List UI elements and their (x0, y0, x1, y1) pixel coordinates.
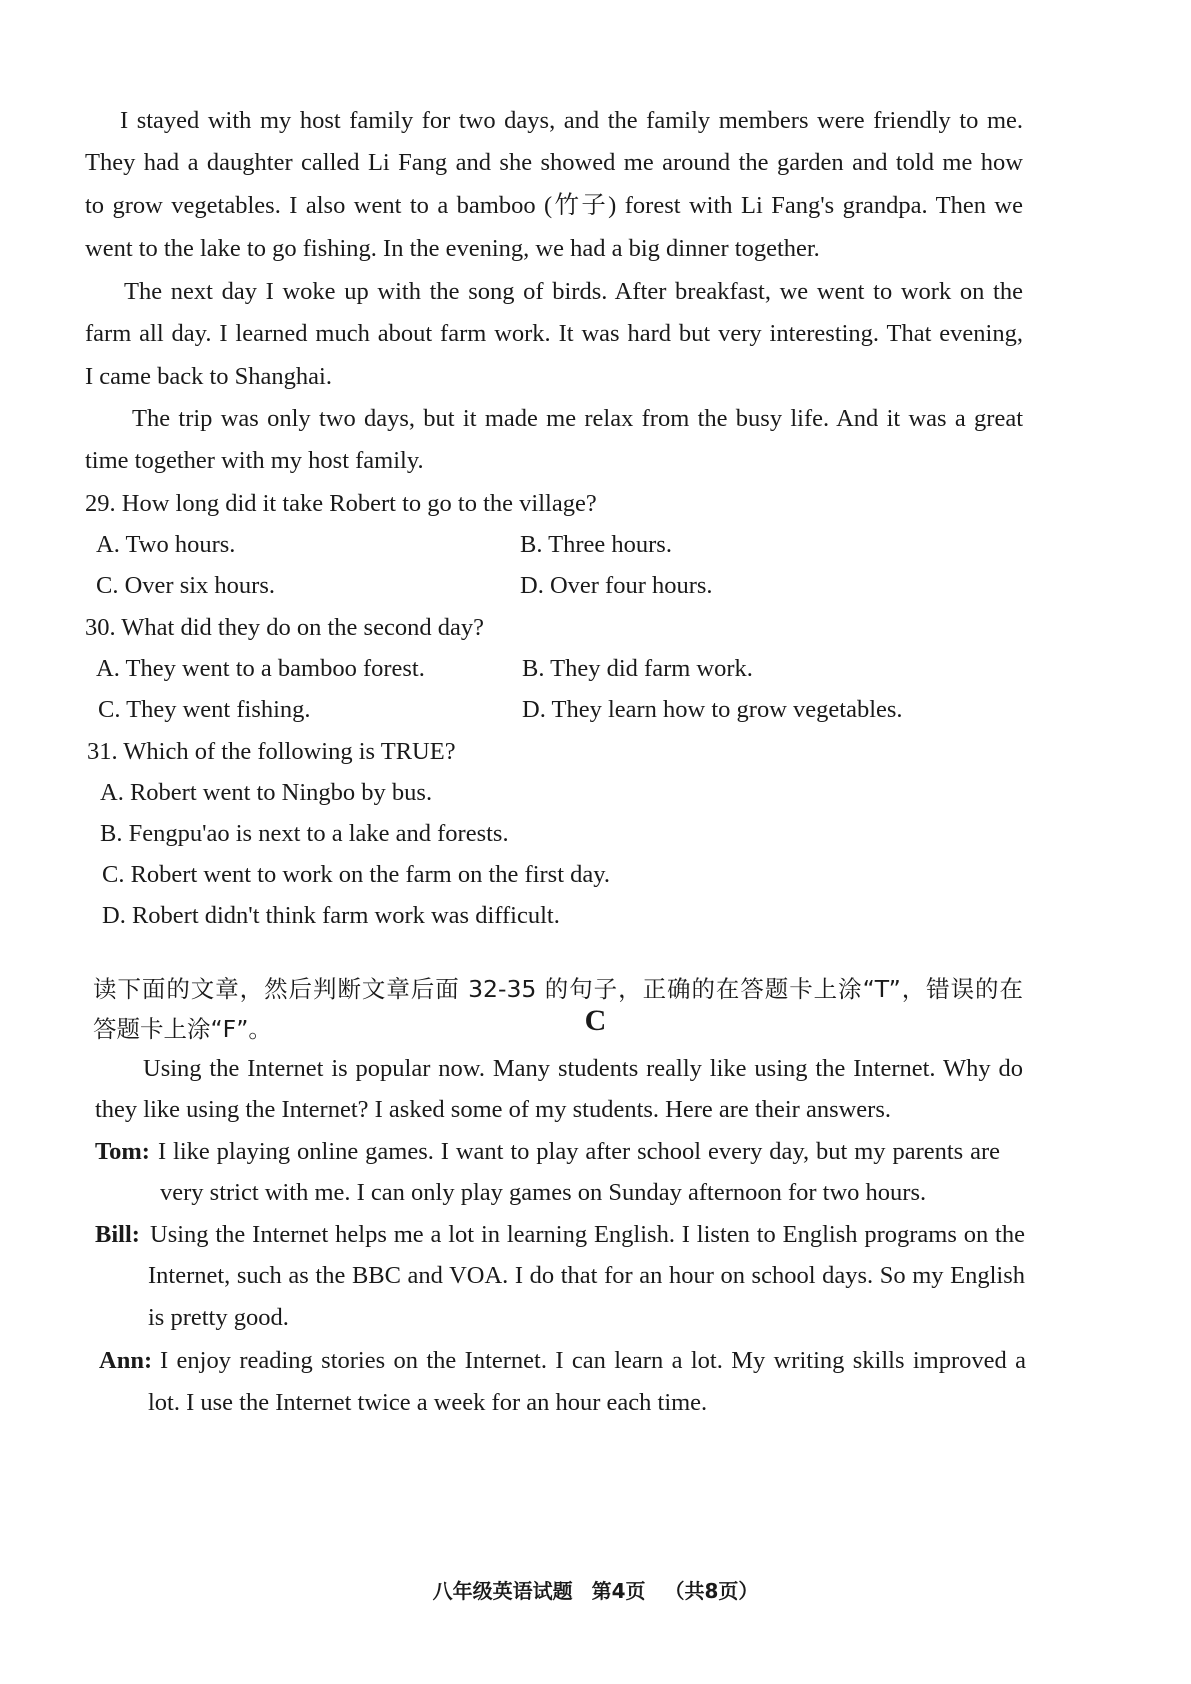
question-31-option-c: C. Robert went to work on the farm on the first day. (102, 861, 611, 888)
passage-b-para1-line3: to grow vegetables. I also went to a bamboo (竹子) forest with Li Fang's grandpa. Then we (85, 192, 1023, 219)
speaker-name-ann: Ann: (99, 1347, 153, 1374)
question-30-stem: 30. What did they do on the second day? (85, 614, 484, 641)
question-31-stem: 31. Which of the following is TRUE? (87, 738, 456, 765)
question-31-option-b: B. Fengpu'ao is next to a lake and forests. (100, 820, 509, 847)
question-29-option-a: A. Two hours. (96, 531, 236, 558)
question-30-option-c: C. They went fishing. (98, 696, 311, 723)
speaker-bill-line3: is pretty good. (148, 1304, 289, 1331)
section-c-instruction-line1: 读下面的文章，然后判断文章后面 32-35 的句子，正确的在答题卡上涂“T”，错误的在 (93, 975, 1023, 1003)
question-30-option-b: B. They did farm work. (522, 655, 753, 682)
page-footer (0, 1575, 1191, 1604)
question-29-option-b: B. Three hours. (520, 531, 672, 558)
question-31-option-d: D. Robert didn't think farm work was difficult. (102, 902, 560, 929)
passage-b-para2-line1: The next day I woke up with the song of birds. After breakfast, we went to work on the (124, 278, 1023, 305)
question-29-stem: 29. How long did it take Robert to go to the village? (85, 490, 597, 517)
footer-page-number: 第4页 (591, 1579, 646, 1603)
section-c-heading: C (584, 1004, 607, 1037)
question-29-option-c: C. Over six hours. (96, 572, 275, 599)
passage-b-para1-line1: I stayed with my host family for two days, and the family members were friendly to me. (120, 107, 1023, 134)
footer-exam-title: 八年级英语试题 (432, 1579, 573, 1603)
question-30-option-a: A. They went to a bamboo forest. (96, 655, 425, 682)
passage-b-para1-line4: went to the lake to go fishing. In the evening, we had a big dinner together. (85, 235, 820, 262)
passage-b-para2-line2: farm all day. I learned much about farm work. It was hard but very interesting. That evening, (85, 320, 1023, 347)
speaker-name-tom: Tom: (95, 1138, 150, 1165)
speaker-name-bill: Bill: (95, 1221, 140, 1248)
section-c-intro-line2: they like using the Internet? I asked some of my students. Here are their answers. (95, 1096, 891, 1123)
speaker-tom-line1: I like playing online games. I want to play after school every day, but my parents are (158, 1138, 1000, 1165)
speaker-bill-line1: Using the Internet helps me a lot in learning English. I listen to English programs on the (150, 1221, 1025, 1248)
footer-total-pages: （共8页） (664, 1579, 759, 1603)
question-31-option-a: A. Robert went to Ningbo by bus. (100, 779, 433, 806)
question-29-option-d: D. Over four hours. (520, 572, 713, 599)
speaker-ann-line1: I enjoy reading stories on the Internet. I can learn a lot. My writing skills improved a (160, 1347, 1026, 1374)
speaker-ann-line2: lot. I use the Internet twice a week for an hour each time. (148, 1389, 708, 1416)
section-c-intro-line1: Using the Internet is popular now. Many students really like using the Internet. Why do (143, 1055, 1023, 1082)
speaker-bill-line2: Internet, such as the BBC and VOA. I do that for an hour on school days. So my English (148, 1262, 1025, 1289)
section-c-instruction-line2: 答题卡上涂“F”。 (93, 1015, 272, 1043)
speaker-tom-line2: very strict with me. I can only play games on Sunday afternoon for two hours. (160, 1179, 927, 1206)
question-30-option-d: D. They learn how to grow vegetables. (522, 696, 903, 723)
passage-b-para3-line2: time together with my host family. (85, 447, 424, 474)
passage-b-para3-line1: The trip was only two days, but it made me relax from the busy life. And it was a great (132, 405, 1023, 432)
passage-b-para1-line2: They had a daughter called Li Fang and she showed me around the garden and told me how (85, 149, 1023, 176)
passage-b-para2-line3: I came back to Shanghai. (85, 363, 332, 390)
